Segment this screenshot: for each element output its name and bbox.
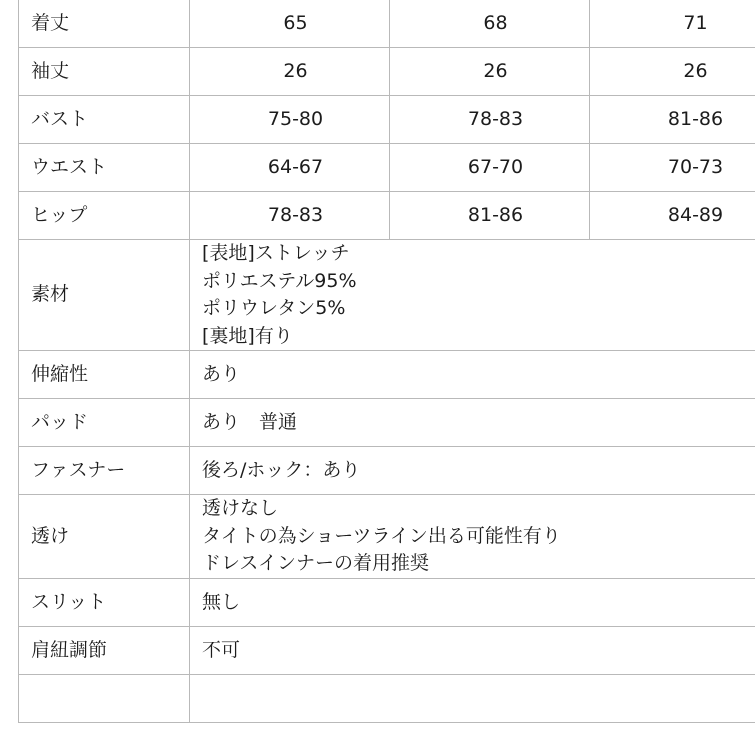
row-value: 無し: [190, 578, 755, 626]
table-row-partial: [19, 674, 755, 722]
row-value: 不可: [190, 626, 755, 674]
row-label: バスト: [19, 96, 190, 144]
table-row: [19, 240, 755, 351]
row-label: 透け: [19, 495, 190, 579]
table-row: [19, 495, 755, 579]
row-value-multiline: [190, 240, 755, 351]
row-value: 75-80: [190, 96, 390, 144]
table-row: [19, 96, 755, 144]
table-row: [19, 578, 755, 626]
row-value: 64-67: [190, 144, 390, 192]
row-value: 78-83: [390, 96, 590, 144]
text-line: ポリエステル95%: [202, 269, 357, 292]
row-label: [19, 674, 190, 722]
text-line: ポリウレタン5%: [202, 297, 346, 320]
row-value: 81-86: [390, 192, 590, 240]
row-value: 後ろ/ホック：あり: [190, 447, 755, 495]
row-label: 着丈: [19, 0, 190, 48]
row-value: 26: [190, 48, 390, 96]
row-value: 84-89: [590, 192, 755, 240]
text-line: 透けなし: [202, 497, 279, 520]
row-value: 67-70: [390, 144, 590, 192]
product-spec-table: [18, 0, 755, 723]
table-row: [19, 626, 755, 674]
row-value: あり 普通: [190, 399, 755, 447]
text-line: [裏地]有り: [202, 324, 293, 347]
row-value: 71: [590, 0, 755, 48]
row-label: スリット: [19, 578, 190, 626]
table-row: [19, 351, 755, 399]
text-line: ドレスインナーの着用推奨: [202, 552, 430, 575]
row-label: ファスナー: [19, 447, 190, 495]
row-label: 袖丈: [19, 48, 190, 96]
row-label: ヒップ: [19, 192, 190, 240]
row-value: 70-73: [590, 144, 755, 192]
table-row: [19, 144, 755, 192]
row-value: 26: [390, 48, 590, 96]
row-value: 81-86: [590, 96, 755, 144]
row-label: 肩紐調節: [19, 626, 190, 674]
table-row: [19, 192, 755, 240]
table-row: [19, 447, 755, 495]
table-row: [19, 0, 755, 48]
row-value: 65: [190, 0, 390, 48]
row-label: 伸縮性: [19, 351, 190, 399]
text-line: [表地]ストレッチ: [202, 242, 350, 264]
row-label: 素材: [19, 240, 190, 351]
table-row: [19, 48, 755, 96]
text-line: タイトの為ショーツライン出る可能性有り: [202, 524, 561, 547]
row-label: パッド: [19, 399, 190, 447]
row-label: ウエスト: [19, 144, 190, 192]
row-value: [190, 674, 755, 722]
row-value: あり: [190, 351, 755, 399]
row-value: 26: [590, 48, 755, 96]
row-value: 78-83: [190, 192, 390, 240]
table-row: [19, 399, 755, 447]
row-value: 68: [390, 0, 590, 48]
row-value-multiline: [190, 495, 755, 579]
